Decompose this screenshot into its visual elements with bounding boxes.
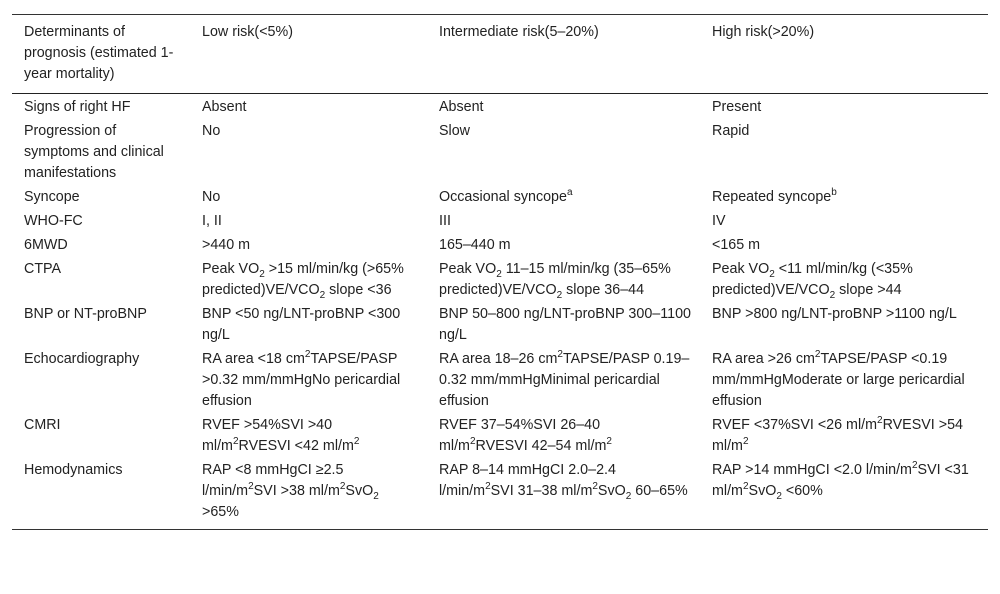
high-risk-cell: Repeated syncope$^b$ xyxy=(712,187,837,205)
low-risk-cell: BNP <50 ng/LNT-proBNP <300 ng/L xyxy=(202,306,401,343)
high-risk-cell: RAP >14 mmHgCI <2.0 $l/\min/m^2SVI <31$ $ml/m^2SvO_2 <60\%$ xyxy=(712,460,969,502)
table-row xyxy=(12,94,988,121)
low-risk-cell: I, II xyxy=(202,213,222,229)
table-row xyxy=(12,120,988,186)
high-risk-cell: Present xyxy=(712,99,762,115)
intermediate-risk-cell: 165–440 m xyxy=(439,237,511,253)
determinant-cell: 6MWD xyxy=(24,237,68,253)
intermediate-risk-cell: Absent xyxy=(439,99,484,115)
table-row xyxy=(12,348,988,414)
intermediate-risk-cell: RAP 8–14 mmHgCI 2.0–2.4 $l/\min/m^2SVI$ 31–38 $ml/m^2SvO_2$ 60–65% xyxy=(439,462,688,502)
table-body xyxy=(12,94,988,530)
low-risk-cell: RAP <8 mmHgCI ≥2.5 $l/\min/m^2SVI >38$ $ml/m^2SvO_2 >65\%$ xyxy=(202,462,379,520)
low-risk-cell: No xyxy=(202,123,221,139)
intermediate-risk-cell: RA area 18–26 $cm^2TAPSE$/PASP 0.19–0.32 mm/mmHgMinimal pericardial effusion xyxy=(439,349,690,409)
table-row xyxy=(12,414,988,459)
intermediate-risk-cell: BNP 50–800 ng/LNT-proBNP 300–1100 ng/L xyxy=(439,306,691,343)
risk-table xyxy=(12,14,988,530)
high-risk-cell: RA area >26 $cm^2TAPSE$/PASP <0.19 mm/mmHgModerate or large pericardial effusion xyxy=(712,349,965,409)
low-risk-cell: No xyxy=(202,189,221,205)
header-row xyxy=(12,15,988,94)
determinant-cell: CMRI xyxy=(24,417,61,433)
header-cell-intermediate-risk: Intermediate risk(5–20%) xyxy=(439,24,599,40)
header-cell-determinants: Determinants of prognosis (estimated 1-year mortality) xyxy=(24,24,174,82)
table-row xyxy=(12,234,988,258)
high-risk-cell: BNP >800 ng/LNT-proBNP >1100 ng/L xyxy=(712,306,957,322)
low-risk-cell: RVEF >54%SVI >40 $ml/m^2RVESVI <42$ $ml/m^2$ xyxy=(202,417,360,454)
header-cell-high-risk: High risk(>20%) xyxy=(712,24,815,40)
determinant-cell: BNP or NT-proBNP xyxy=(24,306,147,322)
low-risk-cell: >440 m xyxy=(202,237,251,253)
header-cell-low-risk: Low risk(<5%) xyxy=(202,24,293,40)
high-risk-cell: IV xyxy=(712,213,726,229)
intermediate-risk-cell: Occasional syncope$^a$ xyxy=(439,187,573,205)
determinant-cell: CTPA xyxy=(24,261,62,277)
intermediate-risk-cell: Peak $VO_2$ 11–15 ml/min/kg (35–65% $predicted)VE/VCO_2$ slope 36–44 xyxy=(439,261,671,301)
intermediate-risk-cell: Slow xyxy=(439,123,470,139)
determinant-cell: Echocardiography xyxy=(24,351,140,367)
low-risk-cell: RA area <18 $cm^2TAPSE$/PASP >0.32 mm/mmHgNo pericardial effusion xyxy=(202,349,401,409)
table-row xyxy=(12,459,988,530)
table-row xyxy=(12,210,988,234)
high-risk-cell: <165 m xyxy=(712,237,761,253)
table-row xyxy=(12,258,988,303)
low-risk-cell: Peak $VO_2 >15$ ml/min/kg (>65% $predicted)VE/VCO_2$ slope <36 xyxy=(202,261,404,301)
low-risk-cell: Absent xyxy=(202,99,247,115)
high-risk-cell: RVEF <37%SVI <26 $ml/m^2RVESVI >54$ $ml/m^2$ xyxy=(712,415,963,454)
determinant-cell: Syncope xyxy=(24,189,80,205)
intermediate-risk-cell: III xyxy=(439,213,451,229)
determinant-cell: Hemodynamics xyxy=(24,462,123,478)
high-risk-cell: Peak $VO_2 <11$ ml/min/kg (<35% $predicted)VE/VCO_2$ slope >44 xyxy=(712,261,913,301)
high-risk-cell: Rapid xyxy=(712,123,750,139)
determinant-cell: WHO-FC xyxy=(24,213,83,229)
intermediate-risk-cell: RVEF 37–54%SVI 26–40 $ml/m^2RVESVI$ 42–54 $ml/m^2$ xyxy=(439,417,612,454)
table-row xyxy=(12,186,988,210)
table-row xyxy=(12,303,988,348)
determinant-cell: Signs of right HF xyxy=(24,99,131,115)
table-header xyxy=(12,15,988,94)
determinant-cell: Progression of symptoms and clinical manifestations xyxy=(24,123,164,181)
